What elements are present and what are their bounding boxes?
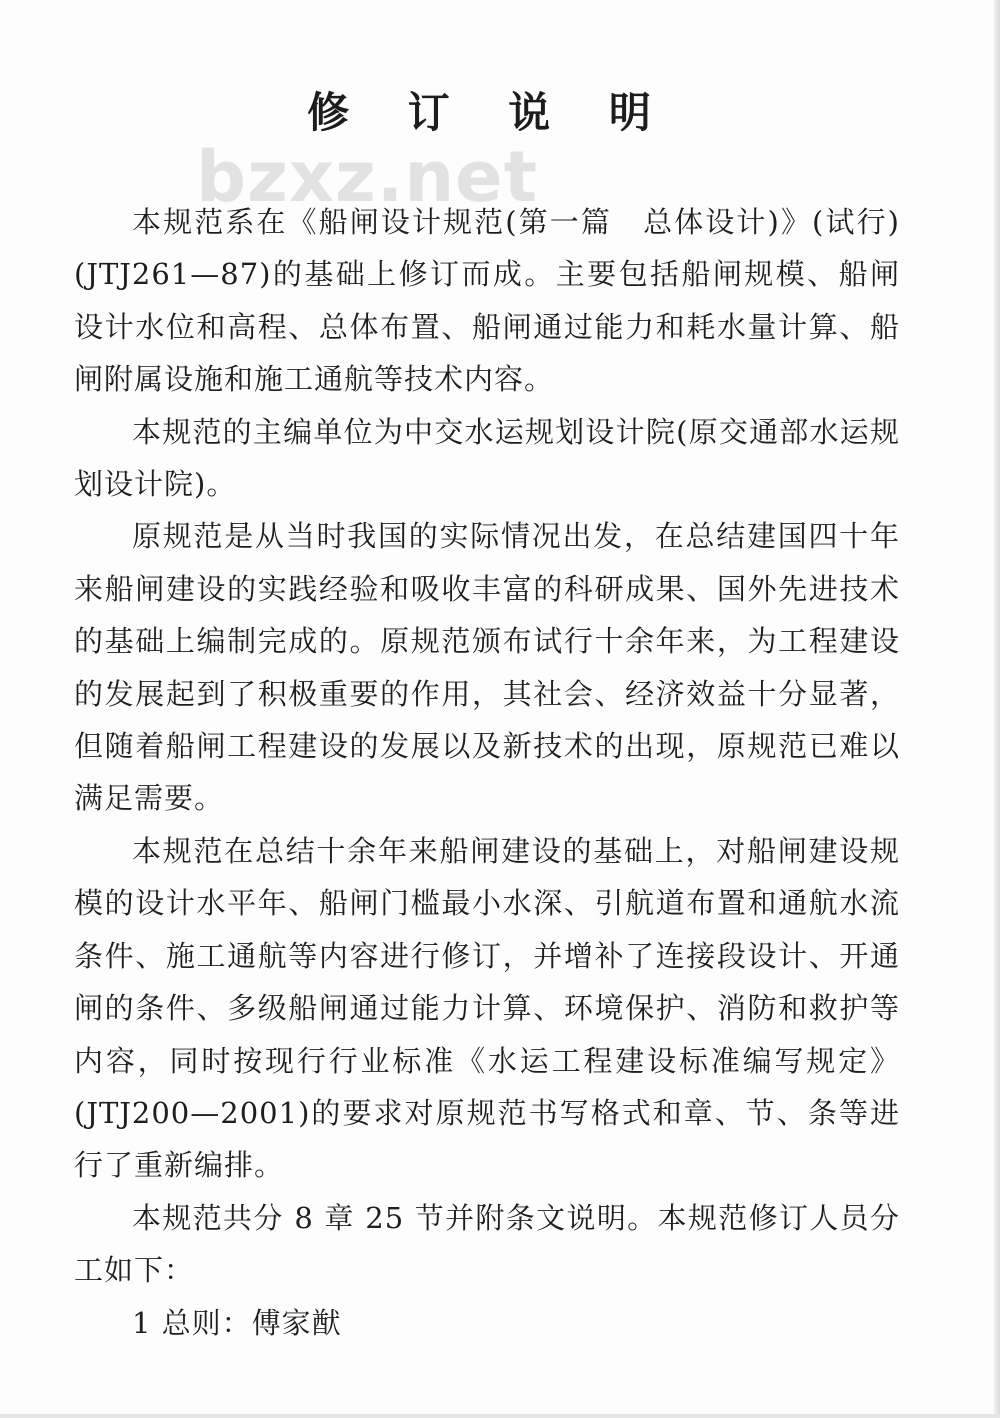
page-bottom-edge [0,1414,1000,1418]
paragraph-revision-basis: 本规范系在《船闸设计规范(第一篇 总体设计)》(试行)(JTJ261—87)的基础上修订而成。主要包括船闸规模、船闸设计水位和高程、总体布置、船闸通过能力和耗水量计算、船闸附属设施和施工通航等技术内容。 [74,205,900,397]
watermark: bzxz.net [196,136,539,218]
paragraph-chief-editor: 本规范的主编单位为中交水运规划设计院(原交通部水运规划设计院)。 [74,414,900,502]
paragraph-original-spec: 原规范是从当时我国的实际情况出发，在总结建国四十年来船闸建设的实践经验和吸收丰富的科研成果、国外先进技术的基础上编制完成的。原规范颁布试行十余年来，为工程建设的发展起到了积极重要的作用，其社会、经济效益十分显著，但随着船闸工程建设的发展以及新技术的出现，原规范已难以满足需要。 [74,519,900,816]
paragraph-structure: 本规范共分 8 章 25 节并附条文说明。本规范修订人员分工如下： [74,1200,900,1288]
document-body [74,196,900,1349]
page-edge-shadow [994,0,1000,1418]
page-title: 修 订 说 明 [307,88,673,137]
paragraph-revision-content: 本规范在总结十余年来船闸建设的基础上，对船闸建设规模的设计水平年、船闸门槛最小水深、引航道布置和通航水流条件、施工通航等内容进行修订，并增补了连接段设计、开通闸的条件、多级船闸通过能力计算、环境保护、消防和救护等内容，同时按现行行业标准《水运工程建设标准编写规定》(JTJ200—2001)的要求对原规范书写格式和章、节、条等进行了重新编排。 [74,833,900,1183]
list-item-general-provisions: 1 总则：傅家猷 [132,1305,342,1340]
